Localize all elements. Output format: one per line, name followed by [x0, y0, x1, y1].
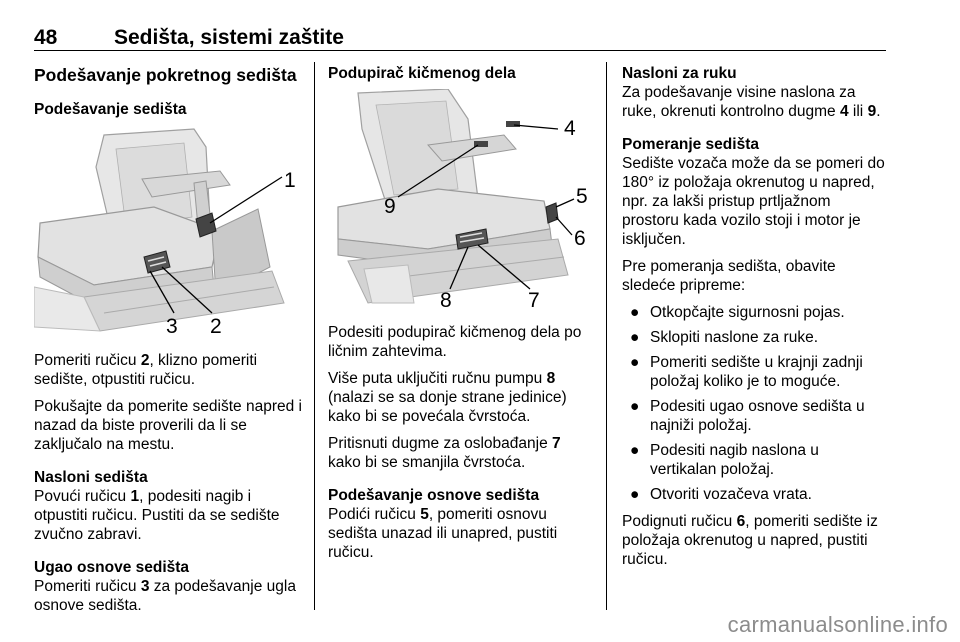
callout-7: 7 — [528, 289, 540, 309]
callout-8: 8 — [440, 289, 452, 309]
paragraph: Sedište vozača može da se pomeri do 180° iz položaja okrenutog u napred, npr. za lakši pristup prtljažnom prostoru kada vozilo stoji i motor je isključen. — [622, 155, 885, 248]
callout-5: 5 — [576, 185, 588, 208]
column-divider-2 — [606, 62, 607, 610]
watermark: carmanualsonline.info — [727, 612, 948, 637]
list-item: ● Pomeriti sedište u krajnji zadnji položaj koliko je to moguće. — [630, 354, 863, 390]
callout-1: 1 — [284, 169, 296, 192]
section-title: Pomeranje sedišta — [622, 136, 759, 153]
callout-9: 9 — [384, 195, 396, 218]
lumbar-support-figure — [328, 89, 590, 309]
section-heading: Podešavanje pokretnog sedišta — [34, 65, 297, 85]
section-backrest — [34, 468, 302, 544]
column-1 — [34, 64, 302, 623]
column-divider-1 — [314, 62, 315, 610]
page-title: Sedišta, sistemi zaštite — [114, 26, 344, 49]
section-armrests — [622, 64, 888, 121]
paragraph: Pomeriti ručicu 3 za podešavanje ugla osnove sedišta. — [34, 578, 296, 614]
header-rule — [34, 50, 886, 51]
paragraph: Podići ručicu 5, pomeriti osnovu sedišta unazad ili unapred, pustiti ručicu. — [328, 506, 558, 561]
seat-adjustment-figure — [34, 127, 300, 337]
list-item: ● Podesiti nagib naslona u vertikalan položaj. — [630, 442, 819, 478]
callout-6: 6 — [574, 227, 586, 250]
section-title: Ugao osnove sedišta — [34, 559, 190, 576]
section-seat-base — [328, 486, 594, 562]
subsection-heading: Podešavanje sedišta — [34, 101, 187, 118]
paragraph: Povući ručicu 1, podesiti nagib i otpustiti ručicu. Pustiti da se sedište zvučno zabravi. — [34, 488, 280, 543]
paragraph: Pre pomeranja sedišta, obavite sledeće pripreme: — [622, 258, 836, 294]
paragraph: Pokušajte da pomerite sedište napred i nazad da biste proverili da li se zaključalo na mestu. — [34, 398, 302, 453]
callout-4: 4 — [564, 117, 576, 140]
column-2 — [328, 64, 594, 570]
paragraph: Pomeriti ručicu 2, klizno pomeriti sedište, otpustiti ručicu. — [34, 352, 258, 388]
section-title: Podešavanje osnove sedišta — [328, 487, 540, 504]
callout-3: 3 — [166, 315, 178, 337]
list-item: ● Otvoriti vozačeva vrata. — [630, 486, 812, 503]
preparation-list — [622, 303, 888, 504]
page-number: 48 — [34, 26, 58, 49]
section-seat-swivel — [622, 135, 888, 249]
section-title: Nasloni sedišta — [34, 469, 148, 486]
column-3 — [622, 64, 888, 577]
paragraph: Za podešavanje visine naslona za ruke, okrenuti kontrolno dugme 4 ili 9. — [622, 84, 881, 120]
callout-2: 2 — [210, 315, 222, 337]
paragraph: Podesiti podupirač kičmenog dela po ličnim zahtevima. — [328, 324, 582, 360]
page-header — [34, 26, 886, 52]
paragraph: Pritisnuti dugme za oslobađanje 7 kako bi se smanjila čvrstoća. — [328, 435, 561, 471]
paragraph: Više puta uključiti ručnu pumpu 8 (nalazi se sa donje strane jedinice) kako bi se povećala čvrstoća. — [328, 370, 567, 425]
paragraph: Podignuti ručicu 6, pomeriti sedište iz položaja okrenutog u napred, pustiti ručicu. — [622, 513, 878, 568]
list-item: ● Podesiti ugao osnove sedišta u najniži položaj. — [630, 398, 865, 434]
section-title: Nasloni za ruku — [622, 65, 737, 82]
list-item: ● Otkopčajte sigurnosni pojas. — [630, 304, 845, 321]
section-heading: Podupirač kičmenog dela — [328, 65, 516, 82]
section-seat-angle — [34, 558, 302, 615]
list-item: ● Sklopiti naslone za ruke. — [630, 329, 819, 346]
